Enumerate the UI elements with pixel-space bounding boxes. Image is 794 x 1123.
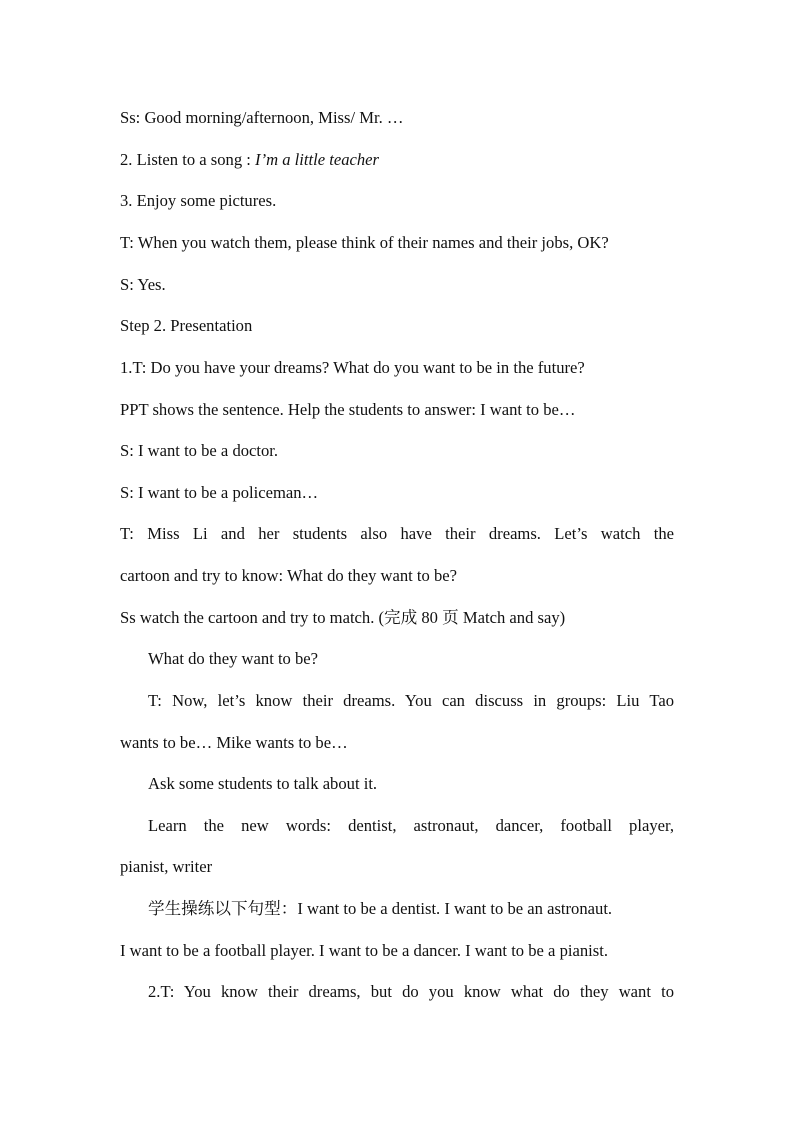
- new-words-line: Learn the new words: dentist, astronaut, dancer, football player,: [148, 816, 674, 835]
- teacher-watch-line: T: When you watch them, please think of their names and their jobs, OK?: [120, 233, 609, 252]
- match-line: Ss watch the cartoon and try to match. (完成 80 页 Match and say): [120, 608, 566, 627]
- miss-li-line: T: Miss Li and her students also have their dreams. Let’s watch the: [120, 524, 674, 543]
- song-prefix: 2. Listen to a song :: [120, 150, 256, 169]
- student-yes-line: S: Yes.: [120, 275, 166, 294]
- wants-line: wants to be… Mike wants to be…: [120, 733, 348, 752]
- greeting-line: Ss: Good morning/afternoon, Miss/ Mr. …: [120, 108, 404, 127]
- discuss-line: T: Now, let’s know their dreams. You can discuss in groups: Liu Tao: [148, 691, 674, 710]
- practice-continued-line: I want to be a football player. I want to be a dancer. I want to be a pianist.: [120, 941, 608, 960]
- cartoon-line: cartoon and try to know: What do they want to be?: [120, 566, 458, 585]
- doctor-line: S: I want to be a doctor.: [120, 441, 279, 460]
- practice-line: 学生操练以下句型：I want to be a dentist. I want to be an astronaut.: [148, 899, 613, 918]
- words-continued-line: pianist, writer: [120, 857, 213, 876]
- song-title: I’m a little teacher: [255, 150, 379, 169]
- know-dreams-line: 2.T: You know their dreams, but do you know what do they want to: [148, 982, 674, 1001]
- talk-line: Ask some students to talk about it.: [148, 774, 378, 793]
- step-heading: Step 2. Presentation: [120, 316, 253, 335]
- pictures-line: 3. Enjoy some pictures.: [120, 191, 277, 210]
- policeman-line: S: I want to be a policeman…: [120, 483, 319, 502]
- ppt-line: PPT shows the sentence. Help the students to answer: I want to be…: [120, 400, 576, 419]
- dreams-question-line: 1.T: Do you have your dreams? What do you want to be in the future?: [120, 358, 585, 377]
- song-line: [120, 150, 674, 170]
- want-question-line: What do they want to be?: [148, 649, 319, 668]
